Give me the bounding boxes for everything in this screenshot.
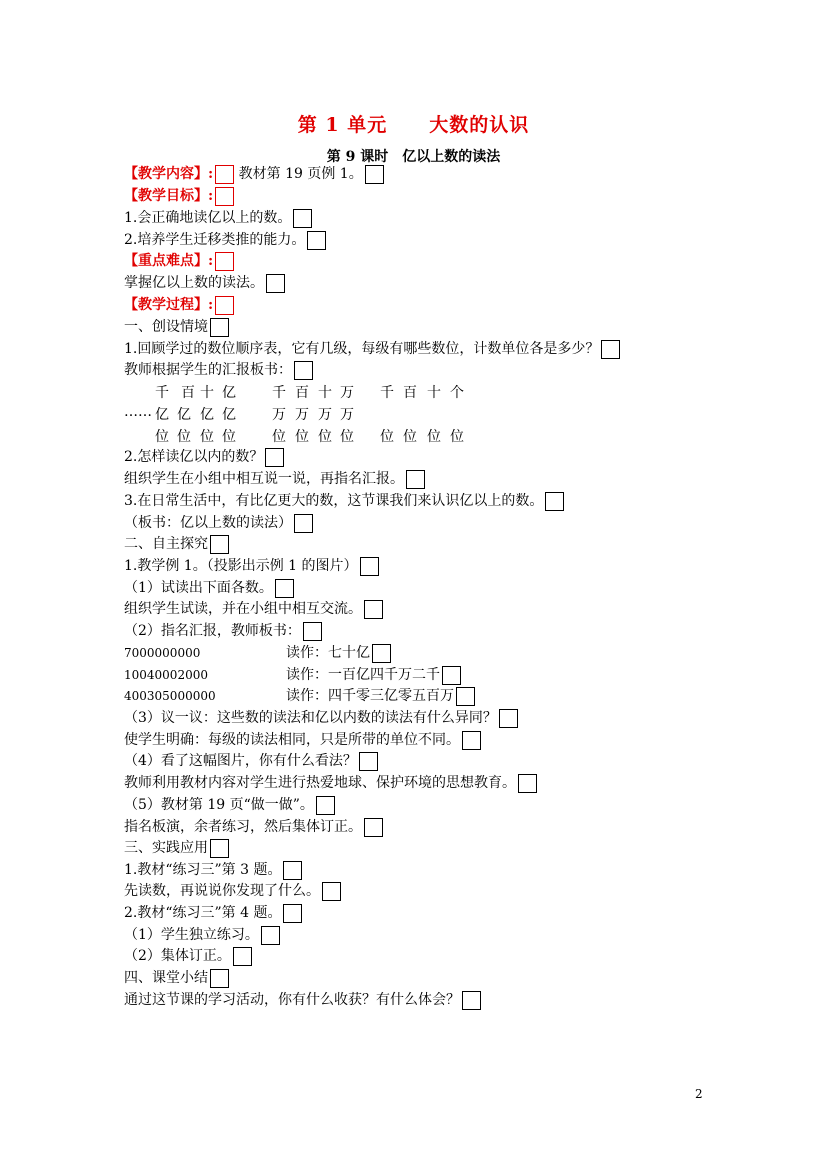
- paragraph-text: （4）看了这幅图片，你有什么看法？: [124, 753, 357, 769]
- checkbox-marker: [215, 296, 234, 315]
- paragraph-text: （5）教材第 19 页“做一做”。: [124, 797, 314, 813]
- checkbox-marker: [365, 165, 384, 184]
- table-cell: 位: [318, 429, 332, 445]
- table-cell: 千: [272, 385, 286, 401]
- checkbox-marker: [462, 731, 481, 750]
- goal-2: 2.培养学生迁移类推的能力。: [124, 232, 306, 248]
- heading-text: 一、创设情境: [124, 319, 208, 335]
- table-cell: 百: [403, 385, 417, 401]
- paragraph-text: 1.教学例 1。（投影出示例 1 的图片）: [124, 558, 358, 574]
- paragraph-text: （板书：亿以上数的读法）: [124, 515, 292, 531]
- paragraph-text: （2）指名汇报，教师板书：: [124, 623, 301, 639]
- example-row: [124, 665, 524, 687]
- part2-heading: [124, 534, 229, 556]
- checkbox-marker: [364, 600, 383, 619]
- paragraph: [124, 491, 564, 513]
- process-label: 【教学过程】:: [124, 297, 214, 313]
- table-cell: 位: [155, 429, 169, 445]
- paragraph: [124, 751, 378, 773]
- table-cell: 位: [272, 429, 286, 445]
- paragraph: [124, 881, 341, 903]
- lesson-title: [0, 146, 827, 166]
- table-cell: 十: [427, 385, 441, 401]
- example-number: 10040002000: [124, 668, 208, 682]
- checkbox-marker: [359, 752, 378, 771]
- table-cell: 位: [427, 429, 441, 445]
- checkbox-marker: [293, 209, 312, 228]
- checkbox-marker: [307, 231, 326, 250]
- checkbox-marker: [210, 839, 229, 858]
- checkbox-marker: [265, 448, 284, 467]
- paragraph-text: 1.回顾学过的数位顺序表，它有几级，每级有哪些数位，计数单位各是多少？: [124, 341, 600, 357]
- paragraph-text: （1）学生独立练习。: [124, 927, 259, 943]
- table-cell: 十: [318, 385, 332, 401]
- checkbox-marker: [322, 882, 341, 901]
- paragraph: [124, 990, 481, 1012]
- heading-text: 四、课堂小结: [124, 970, 208, 986]
- paragraph: [124, 513, 313, 535]
- checkbox-marker: [210, 318, 229, 337]
- checkbox-marker: [545, 492, 564, 511]
- table-cell: 位: [340, 429, 354, 445]
- checkbox-marker: [360, 557, 379, 576]
- checkbox-marker: [462, 991, 481, 1010]
- table-cell: 十: [200, 385, 214, 401]
- goal-label: 【教学目标】:: [124, 188, 214, 204]
- heading-text: 二、自主探究: [124, 536, 208, 552]
- part1-heading: [124, 317, 229, 339]
- table-cell: 千: [155, 385, 169, 401]
- page-number: 2: [695, 1087, 703, 1101]
- checkbox-marker: [210, 535, 229, 554]
- table-cell: 万: [340, 407, 354, 423]
- table-cell: 位: [177, 429, 191, 445]
- paragraph: [124, 903, 302, 925]
- table-cell: 位: [380, 429, 394, 445]
- checkbox-marker: [215, 252, 234, 271]
- paragraph: [124, 730, 481, 752]
- goal-line: [124, 208, 312, 230]
- paragraph-text: 使学生明确：每级的读法相同，只是所带的单位不同。: [124, 732, 460, 748]
- part3-heading: [124, 838, 229, 860]
- part4-heading: [124, 968, 229, 990]
- checkbox-marker: [215, 187, 234, 206]
- reading-text: 读作：四千零三亿零五百万: [286, 688, 454, 704]
- table-cell: 万: [295, 407, 309, 423]
- checkbox-marker: [303, 622, 322, 641]
- table-cell: 位: [200, 429, 214, 445]
- paragraph-text: （2）集体订正。: [124, 948, 231, 964]
- goal-heading: [124, 186, 234, 208]
- checkbox-marker: [442, 666, 461, 685]
- checkbox-marker: [601, 340, 620, 359]
- paragraph: [124, 773, 537, 795]
- paragraph-text: 教师根据学生的汇报板书：: [124, 362, 292, 378]
- goal-line: [124, 230, 326, 252]
- lesson-name: 亿以上数的读法: [402, 149, 501, 165]
- checkbox-marker: [275, 579, 294, 598]
- table-cell: 个: [450, 385, 464, 401]
- table-cell: 亿: [155, 407, 169, 423]
- unit-label: 第 1 单元: [297, 114, 388, 136]
- paragraph-text: 指名板演，余者练习，然后集体订正。: [124, 819, 362, 835]
- checkbox-marker: [294, 361, 313, 380]
- example-row: [124, 686, 524, 708]
- paragraph-text: 先读数，再说说你发现了什么。: [124, 883, 320, 899]
- process-heading: [124, 295, 234, 317]
- checkbox-marker: [499, 709, 518, 728]
- paragraph: [124, 621, 322, 643]
- goal-1: 1.会正确地读亿以上的数。: [124, 210, 292, 226]
- example-reading: [286, 643, 391, 663]
- paragraph-text: （3）议一议：这些数的读法和亿以内数的读法有什么异同？: [124, 710, 497, 726]
- place-value-table: [124, 382, 524, 448]
- paragraph-text: （1）试读出下面各数。: [124, 580, 273, 596]
- paragraph-text: 2.怎样读亿以内的数？: [124, 449, 264, 465]
- table-cell: 位: [295, 429, 309, 445]
- table-cell: 位: [222, 429, 236, 445]
- lesson-label: 第 9 课时: [326, 149, 389, 165]
- key-label: 【重点难点】:: [124, 253, 214, 269]
- table-cell: 亿: [222, 385, 236, 401]
- paragraph: [124, 599, 383, 621]
- key-text: 掌握亿以上数的读法。: [124, 275, 264, 291]
- paragraph: [124, 469, 425, 491]
- paragraph-text: 通过这节课的学习活动，你有什么收获？有什么体会？: [124, 992, 460, 1008]
- checkbox-marker: [215, 165, 234, 184]
- table-cell: 百: [181, 385, 195, 401]
- paragraph-text: 2.教材“练习三”第 4 题。: [124, 905, 282, 921]
- paragraph: [124, 925, 280, 947]
- paragraph-text: 组织学生在小组中相互说一说，再指名汇报。: [124, 471, 404, 487]
- paragraph: [124, 817, 383, 839]
- paragraph: [124, 795, 335, 817]
- paragraph: [124, 860, 302, 882]
- table-cell: 万: [340, 385, 354, 401]
- unit-name: 大数的认识: [429, 114, 530, 136]
- checkbox-marker: [233, 947, 252, 966]
- checkbox-marker: [364, 818, 383, 837]
- paragraph: [124, 946, 252, 968]
- checkbox-marker: [210, 969, 229, 988]
- paragraph-text: 3.在日常生活中，有比亿更大的数，这节课我们来认识亿以上的数。: [124, 493, 544, 509]
- table-cell: 万: [272, 407, 286, 423]
- checkbox-marker: [406, 470, 425, 489]
- table-cell: ……: [124, 404, 152, 420]
- table-cell: 百: [295, 385, 309, 401]
- checkbox-marker: [518, 774, 537, 793]
- content-label: 【教学内容】:: [124, 166, 214, 182]
- paragraph: [124, 339, 620, 361]
- paragraph: [124, 578, 294, 600]
- checkbox-marker: [294, 514, 313, 533]
- table-cell: 亿: [177, 407, 191, 423]
- table-cell: 千: [380, 385, 394, 401]
- table-cell: 亿: [200, 407, 214, 423]
- checkbox-marker: [266, 274, 285, 293]
- paragraph: [124, 360, 313, 382]
- paragraph: [124, 447, 284, 469]
- example-row: [124, 643, 524, 665]
- example-reading: [286, 665, 461, 685]
- content-line: [124, 164, 384, 186]
- paragraph: [124, 708, 518, 730]
- paragraph-text: 教师利用教材内容对学生进行热爱地球、保护环境的思想教育。: [124, 775, 516, 791]
- table-cell: 亿: [222, 407, 236, 423]
- key-line: [124, 273, 285, 295]
- checkbox-marker: [316, 796, 335, 815]
- checkbox-marker: [261, 926, 280, 945]
- example-reading: [286, 686, 475, 706]
- example-number: 7000000000: [124, 646, 201, 660]
- checkbox-marker: [456, 687, 475, 706]
- checkbox-marker: [372, 644, 391, 663]
- paragraph-text: 组织学生试读，并在小组中相互交流。: [124, 601, 362, 617]
- heading-text: 三、实践应用: [124, 840, 208, 856]
- table-cell: 位: [450, 429, 464, 445]
- table-cell: 万: [318, 407, 332, 423]
- checkbox-marker: [283, 861, 302, 880]
- table-cell: 位: [403, 429, 417, 445]
- paragraph-text: 1.教材“练习三”第 3 题。: [124, 862, 282, 878]
- key-heading: [124, 251, 234, 273]
- paragraph: [124, 556, 379, 578]
- unit-title: [0, 110, 827, 137]
- example-number: 400305000000: [124, 689, 216, 703]
- reading-text: 读作：一百亿四千万二千: [286, 667, 440, 683]
- content-text: 教材第 19 页例 1。: [238, 166, 363, 182]
- checkbox-marker: [283, 904, 302, 923]
- reading-text: 读作：七十亿: [286, 645, 370, 661]
